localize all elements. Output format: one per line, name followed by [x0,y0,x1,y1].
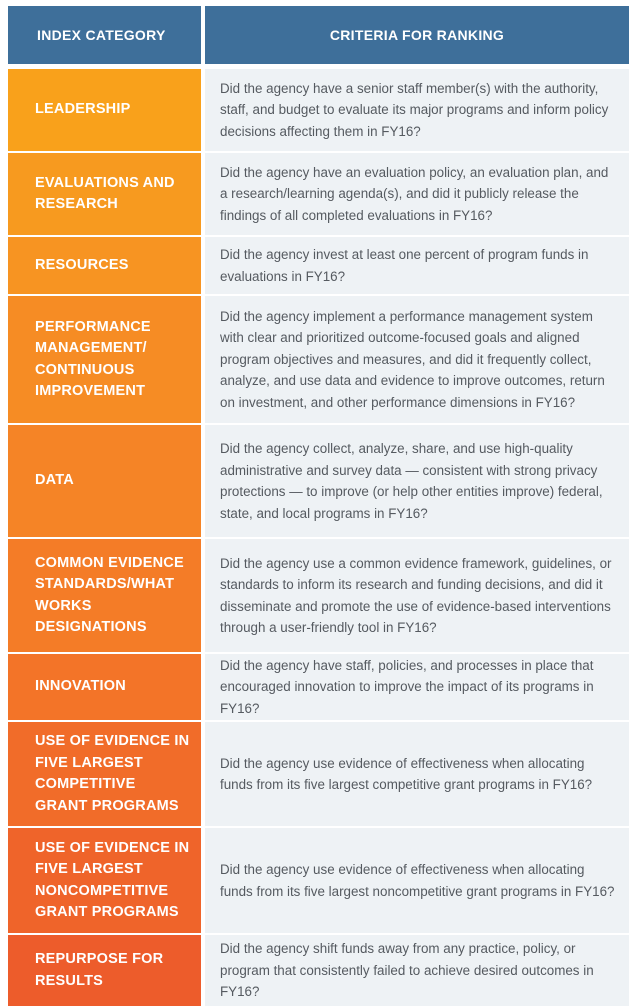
table-row [8,722,629,828]
criteria-header: CRITERIA FOR RANKING [205,6,629,64]
category-leadership: LEADERSHIP [8,69,201,151]
category-innovation: INNOVATION [8,654,201,720]
table-row [8,153,629,237]
table-row [8,69,629,153]
index-category-header: INDEX CATEGORY [8,6,201,64]
criteria-leadership: Did the agency have a senior staff member(s) with the authority, staff, and budget to evaluate its major programs and inform policy decisions affecting them in FY16? [205,69,629,151]
criteria-innovation: Did the agency have staff, policies, and processes in place that encouraged innovation to improve the impact of its programs in FY16? [205,654,629,720]
table-row [8,425,629,539]
criteria-competitive-grants: Did the agency use evidence of effectiveness when allocating funds from its five largest competitive grant programs in FY16? [205,722,629,826]
table-row [8,654,629,722]
table-row [8,935,629,1006]
category-performance-management: PERFORMANCE MANAGEMENT/ CONTINUOUS IMPROVEMENT [8,296,201,423]
criteria-common-evidence-standards: Did the agency use a common evidence framework, guidelines, or standards to inform its research and funding decisions, and did it disseminate and promote the use of evidence-based interventions through a user-friendly tool in FY16? [205,539,629,652]
criteria-resources: Did the agency invest at least one percent of program funds in evaluations in FY16? [205,237,629,294]
criteria-evaluations-and-research: Did the agency have an evaluation policy, an evaluation plan, and a research/learning agenda(s), and did it publicly release the findings of all completed evaluations in FY16? [205,153,629,235]
table-row [8,296,629,425]
category-competitive-grants: USE OF EVIDENCE IN FIVE LARGEST COMPETITIVE GRANT PROGRAMS [8,722,201,826]
table-row [8,539,629,654]
criteria-performance-management: Did the agency implement a performance management system with clear and prioritized outcome-focused goals and aligned program objectives and measures, and did it frequently collect, analyze, and use data and evidence to improve outcomes, return on investment, and other performance dimensions in FY16? [205,296,629,423]
criteria-repurpose-for-results: Did the agency shift funds away from any practice, policy, or program that consistently failed to achieve desired outcomes in FY16? [205,935,629,1006]
category-resources: RESOURCES [8,237,201,294]
table-row [8,828,629,935]
category-common-evidence-standards: COMMON EVIDENCE STANDARDS/WHAT WORKS DESIGNATIONS [8,539,201,652]
category-repurpose-for-results: REPURPOSE FOR RESULTS [8,935,201,1006]
category-data: DATA [8,425,201,537]
table-header [8,6,629,64]
category-evaluations-and-research: EVALUATIONS AND RESEARCH [8,153,201,235]
criteria-data: Did the agency collect, analyze, share, and use high-quality administrative and survey data — consistent with strong privacy protections — to improve (or help other entities improve) federal, state, and local programs in FY16? [205,425,629,537]
table-row [8,237,629,296]
category-noncompetitive-grants: USE OF EVIDENCE IN FIVE LARGEST NONCOMPETITIVE GRANT PROGRAMS [8,828,201,933]
criteria-noncompetitive-grants: Did the agency use evidence of effectiveness when allocating funds from its five largest noncompetitive grant programs in FY16? [205,828,629,933]
